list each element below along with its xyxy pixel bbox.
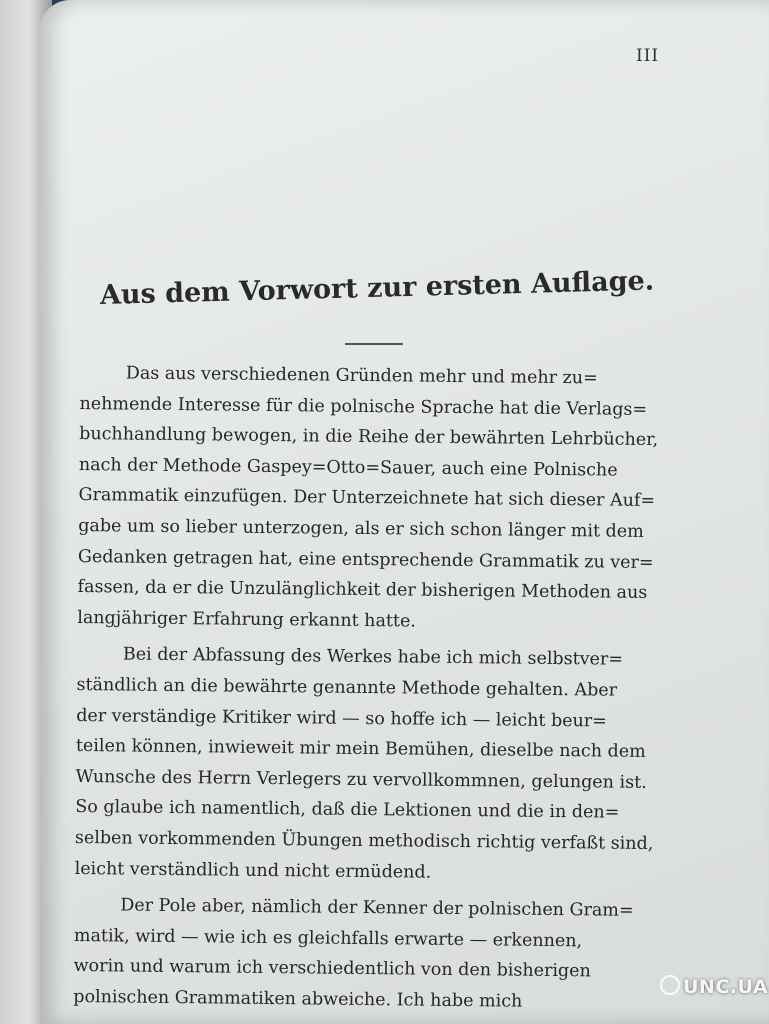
page-number: III <box>636 46 660 66</box>
text-line: langjähriger Erfahrung erkannt hatte. <box>77 607 417 632</box>
text-line: gabe um so lieber unterzogen, als er sich schon länger mit dem <box>78 515 644 542</box>
text-line: der verständige Kritiker wird — so hoffe ich — leicht beur= <box>76 705 608 732</box>
text-line: fassen, da er die Unzulänglichkeit der bisherigen Methoden aus <box>77 577 648 604</box>
text-line: leicht verständlich und nicht ermüdend. <box>74 858 432 883</box>
text-line: nehmende Interesse für die polnische Sprache hat die Verlags= <box>79 393 648 420</box>
body-text <box>73 358 730 1019</box>
text-line: So glaube ich namentlich, daß die Lektionen und die in den= <box>75 797 620 823</box>
text-line: Der Pole aber, nämlich der Kenner der polnischen Gram= <box>120 895 634 921</box>
text-line: worin und warum ich verschiedentlich von den bisherigen <box>73 956 591 982</box>
text-line: Wunsche des Herrn Verlegers zu vervollkommnen, gelungen ist. <box>75 766 647 793</box>
paragraph-3 <box>73 890 724 1019</box>
section-heading: Aus dem Vorwort zur ersten Auflage. <box>99 265 655 311</box>
text-line: nach der Methode Gaspey=Otto=Sauer, auch eine Polnische <box>78 454 618 481</box>
watermark-logo-icon <box>660 975 680 995</box>
text-line: selben vorkommenden Übungen methodisch richtig verfaßt sind, <box>74 827 654 854</box>
text-line: Bei der Abfassung des Werkes habe ich mich selbstver= <box>122 644 624 671</box>
heading-divider <box>345 343 403 345</box>
text-line: ständlich an die bewährte genannte Methode gehalten. Aber <box>76 674 618 701</box>
text-line: polnischen Grammatiken abweiche. Ich habe mich <box>73 986 523 1012</box>
watermark-text: UNC.UA <box>683 976 769 998</box>
text-line: Grammatik einzufügen. Der Unterzeichnete hat sich dieser Auf= <box>78 485 656 512</box>
text-line: teilen können, inwieweit mir mein Bemühen, dieselbe nach dem <box>75 736 646 763</box>
watermark <box>660 975 768 998</box>
text-line: Gedanken getragen hat, eine entsprechende Grammatik zu ver= <box>77 546 654 573</box>
text-line: matik, wird — wie ich es gleichfalls erwarte — erkennen, <box>73 925 583 951</box>
paragraph-1 <box>77 358 730 640</box>
paragraph-2 <box>74 639 727 891</box>
text-line: Das aus verschiedenen Gründen mehr und mehr zu= <box>125 363 598 389</box>
text-line: buchhandlung bewogen, in die Reihe der bewährten Lehrbücher, <box>79 424 659 451</box>
